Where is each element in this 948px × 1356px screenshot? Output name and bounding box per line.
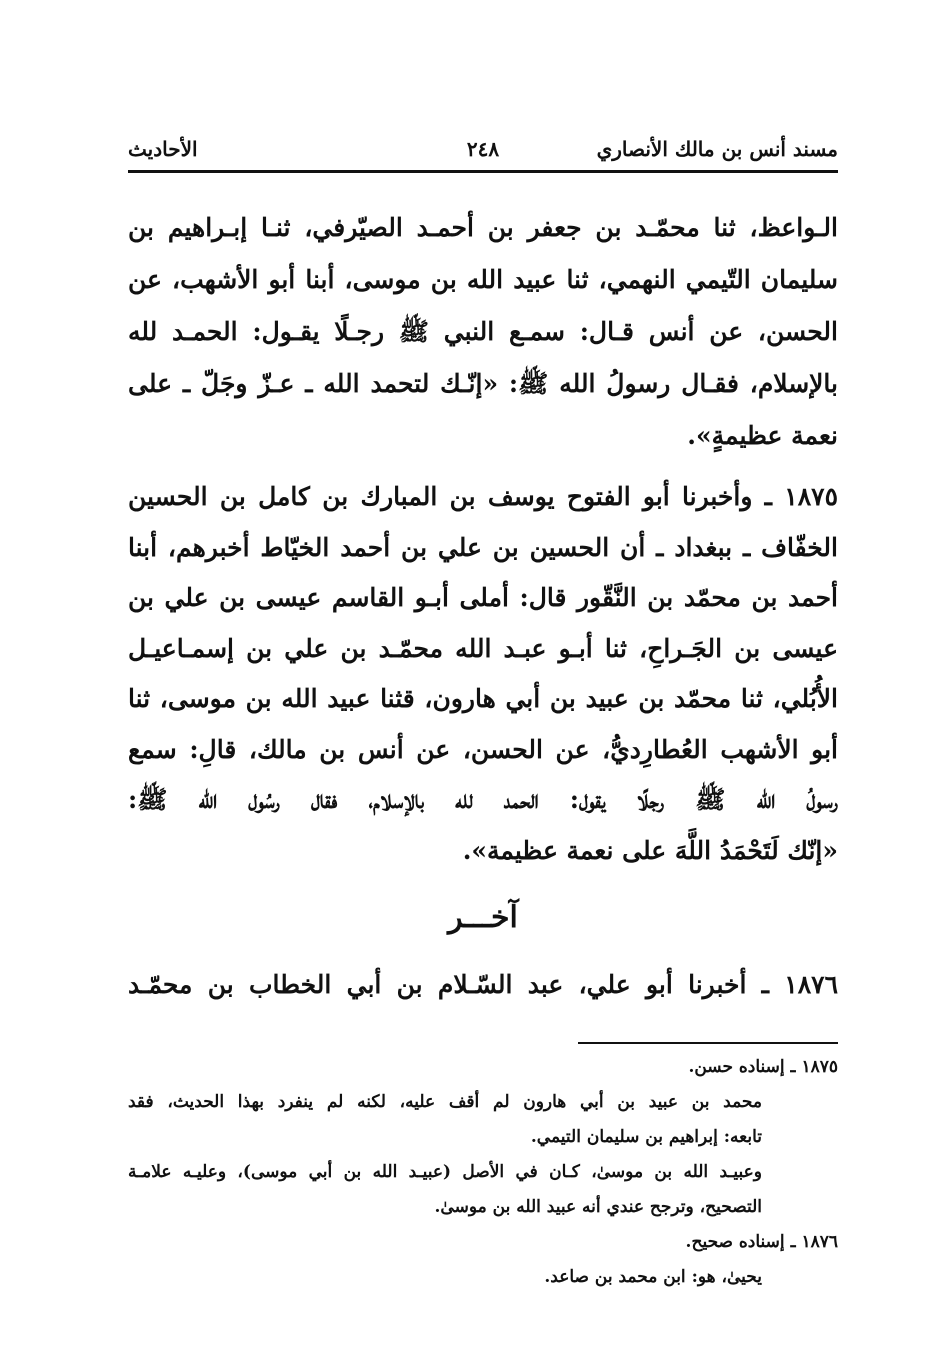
text-line: الحسن، عن أنس قـال: سمـع النبي ﷺ رجـلًا يقـول: الحمـد لله <box>128 317 838 346</box>
text-line: رسولُ الله ﷺ رجلًا يقول: الحمد لله بالإسلام، فقال رسُول الله ﷺ: <box>128 785 838 814</box>
footnote-line: وعبيـد الله بن موسىٰ، كـان في الأصل (عبيـد الله بن أبي موسى)، وعليـه علامـة <box>128 1162 762 1182</box>
header-page-number: ٢٤٨ <box>466 137 500 161</box>
header-book-title: مسند أنس بن مالك الأنصاري <box>596 137 838 161</box>
footnote-line: التصحيح، وترجح عندي أنه عبيد الله بن موسىٰ. <box>434 1197 762 1217</box>
running-header <box>128 133 838 173</box>
footnote-line: ١٨٧٥ ـ إسناده حسن. <box>688 1057 838 1077</box>
text-line: بالإسلام، فقـال رسولُ الله ﷺ: «إنّـك لتحمد الله ـ عـزّ وجَلّ ـ على <box>128 369 838 398</box>
hadith-1876 <box>128 960 838 1010</box>
footnote-rule <box>578 1042 838 1044</box>
text-line: ١٨٧٦ ـ أخبرنا أبو علي، عبد السّـلام بن أبي الخطاب بن محمّـد <box>128 970 838 999</box>
paragraph-continuation <box>128 202 838 462</box>
text-line: الخفّاف ـ ببغداد ـ أن الحسين بن علي بن أحمد الخيّاط أخبرهم، أبنا <box>128 532 838 562</box>
text-line: الأُبُلي، ثنا محمّد بن عبيد بن أبي هارون، قثنا عبيد الله بن موسى، ثنا <box>128 684 838 713</box>
text-line: عيسى بن الجَـراحِ، ثنا أبـو عبـد الله محمّـد بن علي بن إسمـاعيـل <box>128 633 838 663</box>
hadith-1875 <box>128 472 838 876</box>
header-rule <box>128 170 838 173</box>
text-line: أبو الأشهب العُطارِديُّ، عن الحسن، عن أنس بن مالك، قالِ: سمع <box>128 734 838 764</box>
footnotes <box>128 1050 838 1295</box>
text-line: «إنّك لَتَحْمَدُ اللَّهَ على نعمة عظيمة». <box>462 835 838 865</box>
text-line: ١٨٧٥ ـ وأخبرنا أبو الفتوح يوسف بن المبارك بن كامل بن الحسين <box>128 482 838 511</box>
text-line: أحمد بن محمّد بن النَّقّور قال: أملى أبـو القاسم عيسى بن علي بن <box>128 583 838 612</box>
text-line: الـواعظ، ثنا محمّـد بن جعفر بن أحمـد الصيّرفي، ثنـا إبـراهيم بن <box>128 213 838 242</box>
footnote-line: محمد بن عبيد بن أبي هارون لم أقف عليه، لكنه لم ينفرد بهذا الحديث، فقد <box>128 1092 762 1112</box>
text-line: نعمة عظيمةٍ». <box>687 421 838 450</box>
footnote-line: تابعه: إبراهيم بن سليمان التيمي. <box>530 1127 762 1147</box>
footnote-line: ١٨٧٦ ـ إسناده صحيح. <box>685 1232 838 1252</box>
section-heading: آخـــر <box>448 900 518 935</box>
header-section: الأحاديث <box>128 137 198 161</box>
text-line: سليمان التّيمي النهمي، ثنا عبيد الله بن موسى، أبنا أبو الأشهب، عن <box>128 265 838 294</box>
footnote-line: يحيىٰ، هو: ابن محمد بن صاعد. <box>544 1267 762 1287</box>
